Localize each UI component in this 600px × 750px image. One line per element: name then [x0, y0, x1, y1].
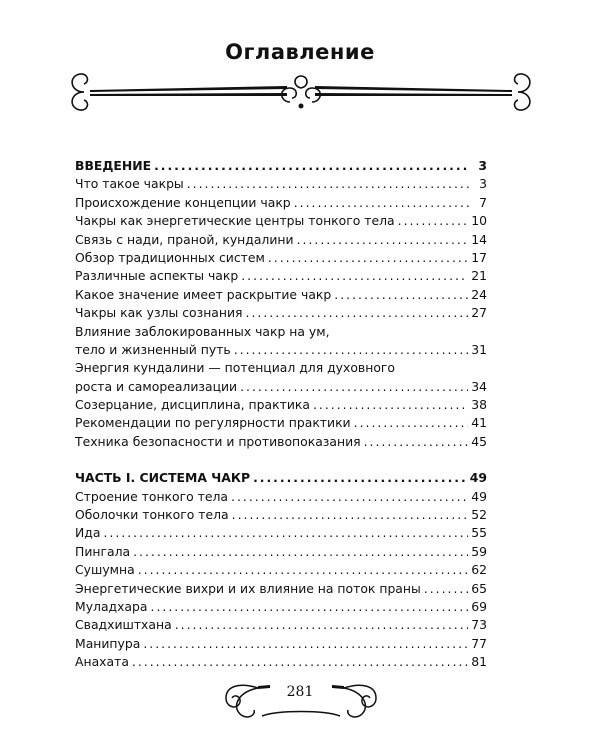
- toc-item-first-line[interactable]: Энергия кундалини — потенциал для духовного: [75, 360, 395, 376]
- toc-item[interactable]: тело и жизненный путь ..... 31: [75, 341, 487, 359]
- dot-leader: [231, 488, 468, 506]
- dot-leader: [424, 580, 468, 598]
- dot-leader: [187, 175, 470, 193]
- toc-item-first-line[interactable]: Влияние заблокированных чакр на ум,: [75, 323, 330, 339]
- toc-item[interactable]: Какое значение имеет раскрытие чакр ..... 24: [75, 286, 487, 304]
- toc-item[interactable]: Различные аспекты чакр ..... 21: [75, 267, 487, 285]
- toc-heading[interactable]: ЧАСТЬ I. СИСТЕМА ЧАКР ..... 49: [75, 469, 487, 487]
- dot-leader: [334, 286, 468, 304]
- dot-leader: [246, 304, 469, 322]
- page-number: 281: [286, 684, 314, 700]
- toc-item[interactable]: Созерцание, дисциплина, практика ..... 38: [75, 396, 487, 414]
- dot-leader: [354, 414, 469, 432]
- dot-leader: [364, 433, 469, 451]
- flourish-divider-icon: [62, 66, 540, 116]
- toc-item[interactable]: Анахата ..... 81: [75, 653, 487, 671]
- dot-leader: [268, 249, 468, 267]
- toc-heading[interactable]: ВВЕДЕНИЕ ..... 3: [75, 157, 487, 175]
- toc-item[interactable]: роста и самореализации ..... 34: [75, 378, 487, 396]
- dot-leader: [240, 378, 468, 396]
- toc-item[interactable]: Свадхиштхана ..... 73: [75, 616, 487, 634]
- toc-item[interactable]: Манипура ..... 77: [75, 635, 487, 653]
- dot-leader: [294, 194, 470, 212]
- toc-item[interactable]: Техника безопасности и противопоказания ..... 45: [75, 433, 487, 451]
- dot-leader: [132, 653, 468, 671]
- toc-item[interactable]: Ида ..... 55: [75, 524, 487, 542]
- dot-leader: [297, 231, 469, 249]
- toc-item[interactable]: Чакры как узлы сознания ..... 27: [75, 304, 487, 322]
- dot-leader: [143, 635, 468, 653]
- toc-item[interactable]: Что такое чакры ..... 3: [75, 175, 487, 193]
- table-of-contents: [75, 157, 487, 672]
- dot-leader: [154, 157, 470, 175]
- toc-item[interactable]: Строение тонкого тела ..... 49: [75, 488, 487, 506]
- dot-leader: [232, 506, 469, 524]
- toc-item[interactable]: Обзор традиционных систем ..... 17: [75, 249, 487, 267]
- dot-leader: [241, 267, 468, 285]
- toc-item[interactable]: Связь с нади, праной, кундалини ..... 14: [75, 231, 487, 249]
- dot-leader: [103, 524, 468, 542]
- page-title: Оглавление: [225, 40, 375, 64]
- dot-leader: [398, 212, 469, 230]
- dot-leader: [151, 598, 469, 616]
- section-gap: [75, 451, 487, 469]
- toc-item[interactable]: Чакры как энергетические центры тонкого тела ..... 10: [75, 212, 487, 230]
- dot-leader: [253, 469, 467, 487]
- dot-leader: [313, 396, 468, 414]
- dot-leader: [133, 543, 468, 561]
- dot-leader: [234, 341, 468, 359]
- toc-item[interactable]: Энергетические вихри и их влияние на поток праны ..... 65: [75, 580, 487, 598]
- toc-item[interactable]: Происхождение концепции чакр ..... 7: [75, 194, 487, 212]
- toc-item[interactable]: Рекомендации по регулярности практики ..... 41: [75, 414, 487, 432]
- toc-item[interactable]: Оболочки тонкого тела ..... 52: [75, 506, 487, 524]
- dot-leader: [138, 561, 469, 579]
- dot-leader: [175, 616, 469, 634]
- toc-item[interactable]: Пингала ..... 59: [75, 543, 487, 561]
- toc-item[interactable]: Муладхара ..... 69: [75, 598, 487, 616]
- toc-item[interactable]: Сушумна ..... 62: [75, 561, 487, 579]
